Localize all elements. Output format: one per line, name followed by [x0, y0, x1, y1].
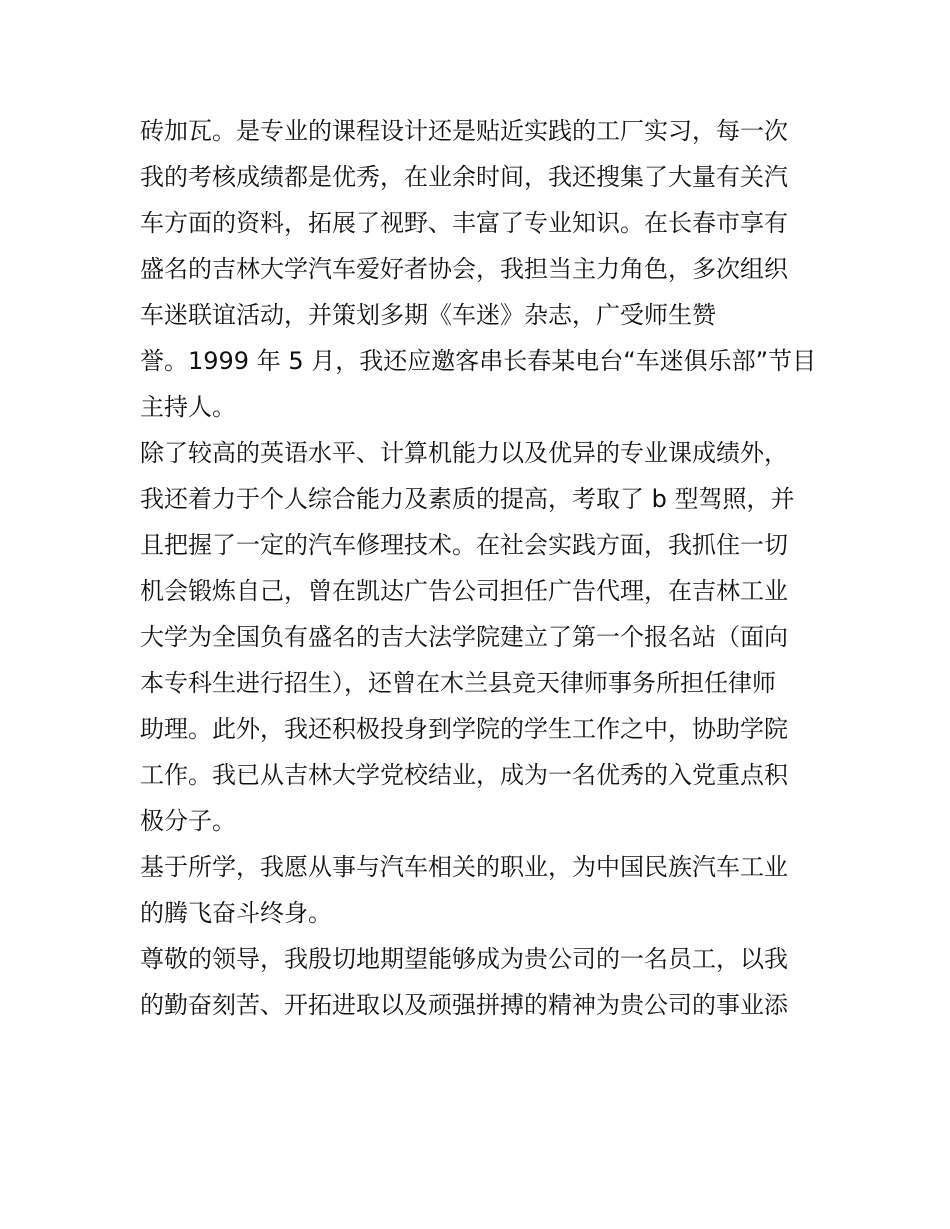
text-line: 车迷联谊活动，并策划多期《车迷》杂志，广受师生赞 — [140, 301, 716, 329]
text-line: 大学为全国负有盛名的吉大法学院建立了第一个报名站（面向 — [140, 623, 788, 651]
text-line: 盛名的吉林大学汽车爱好者协会，我担当主力角色，多次组织 — [140, 255, 788, 283]
text-line: 我的考核成绩都是优秀，在业余时间，我还搜集了大量有关汽 — [140, 163, 788, 191]
text-line: 本专科生进行招生），还曾在木兰县竞天律师事务所担任律师 — [140, 669, 776, 697]
text-line: 基于所学，我愿从事与汽车相关的职业，为中国民族汽车工业 — [140, 853, 788, 881]
text-line: 且把握了一定的汽车修理技术。在社会实践方面，我抓住一切 — [140, 531, 788, 559]
text-line: 机会锻炼自己，曾在凯达广告公司担任广告代理，在吉林工业 — [140, 577, 788, 605]
paragraph-skills-practice — [140, 430, 820, 844]
paragraph-closing — [140, 936, 820, 1028]
text-line: 工作。我已从吉林大学党校结业，成为一名优秀的入党重点积 — [140, 761, 788, 789]
text-line: 的腾飞奋斗终身。 — [140, 899, 332, 927]
text-line: 车方面的资料，拓展了视野、丰富了专业知识。在长春市享有 — [140, 209, 788, 237]
text-line: 的勤奋刻苦、开拓进取以及顽强拼搏的精神为贵公司的事业添 — [140, 991, 788, 1019]
text-line: 我还着力于个人综合能力及素质的提高，考取了 b 型驾照，并 — [140, 485, 795, 513]
text-line: 除了较高的英语水平、计算机能力以及优异的专业课成绩外， — [140, 439, 788, 467]
paragraph-campus-activities — [140, 108, 820, 430]
text-line: 主持人。 — [140, 393, 236, 421]
text-line: 誉。1999 年 5 月，我还应邀客串长春某电台“车迷俱乐部”节目 — [140, 347, 817, 375]
text-line: 助理。此外，我还积极投身到学院的学生工作之中，协助学院 — [140, 715, 788, 743]
document-body — [140, 108, 820, 1028]
text-line: 极分子。 — [140, 807, 236, 835]
text-line: 砖加瓦。是专业的课程设计还是贴近实践的工厂实习，每一次 — [140, 117, 788, 145]
text-line: 尊敬的领导，我殷切地期望能够成为贵公司的一名员工，以我 — [140, 945, 788, 973]
paragraph-career-goal — [140, 844, 820, 936]
